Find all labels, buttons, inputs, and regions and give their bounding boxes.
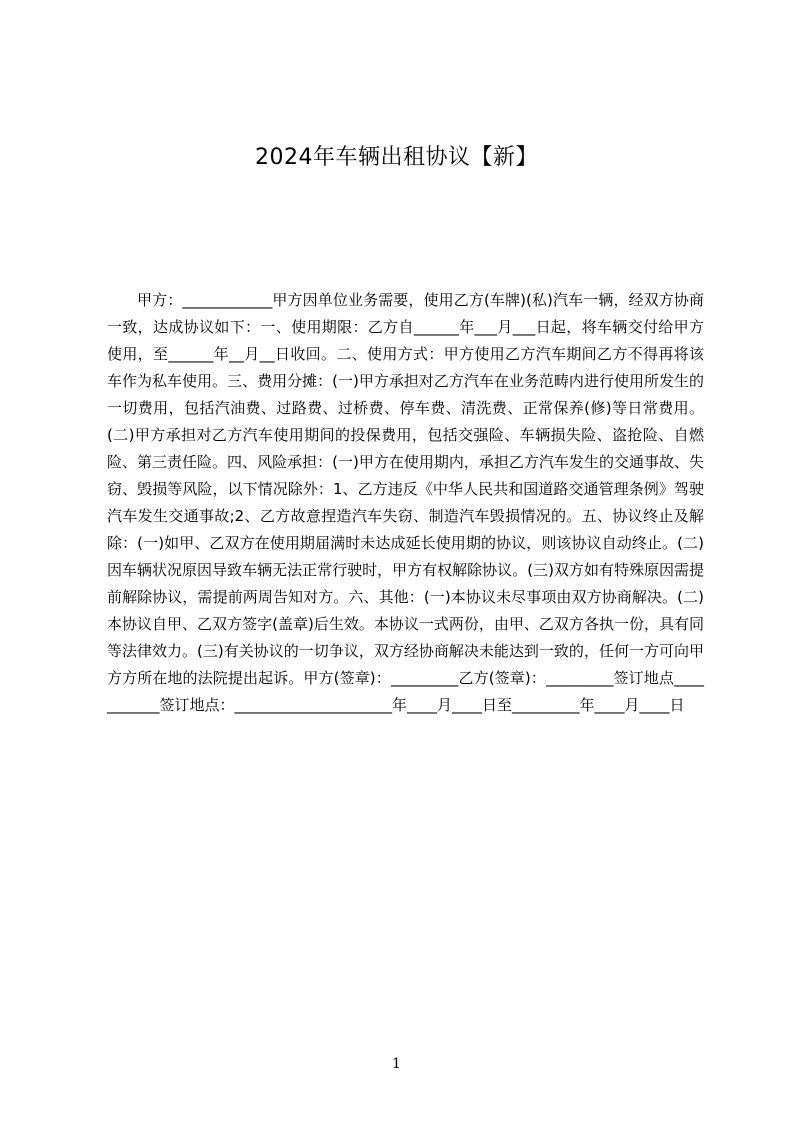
document-title: 2024年车辆出租协议【新】: [255, 145, 538, 170]
page-number: 1: [392, 1056, 401, 1072]
agreement-body-paragraph: 甲方：____________甲方因单位业务需要，使用乙方(车牌)(私)汽车一辆，经双方协商一致，达成协议如下：一、使用期限：乙方自______年___月___日起，将车辆交付给甲方使用，至______年__月__日收回。二、使用方式：甲方使用乙方汽车期间乙方不得再将该车作为私车使用。三、费用分摊：(一)甲方承担对乙方汽车在业务范畴内进行使用所发生的一切费用，包括汽油费、过路费、过桥费、停车费、清洗费、正常保养(修)等日常费用。(二)甲方承担对乙方汽车使用期间的投保费用，包括交强险、车辆损失险、盗抢险、自燃险、第三责任险。四、风险承担：(一)甲方在使用期内，承担乙方汽车发生的交通事故、失窃、毁损等风险，以下情况除外：1、乙方违反《中华人民共和国道路交通管理条例》驾驶汽车发生交通事故;2、乙方故意捏造汽车失窃、制造汽车毁损情况的。五、协议终止及解除：(一)如甲、乙双方在使用期届满时未达成延长使用期的协议，则该协议自动终止。(二)因车辆状况原因导致车辆无法正常行驶时，甲方有权解除协议。(三)双方如有特殊原因需提前解除协议，需提前两周告知对方。六、其他：(一)本协议未尽事项由双方协商解决。(二)本协议自甲、乙双方签字(盖章)后生效。本协议一式两份，由甲、乙双方各执一份，具有同等法律效力。(三)有关协议的一切争议，双方经协商解决未能达到一致的，任何一方可向甲方方所在地的法院提出起诉。甲方(签章)：_________乙方(签章)：_________签订地点___________签订地点：_____________________年____月____日至_________年____月____日: [107, 291, 704, 714]
